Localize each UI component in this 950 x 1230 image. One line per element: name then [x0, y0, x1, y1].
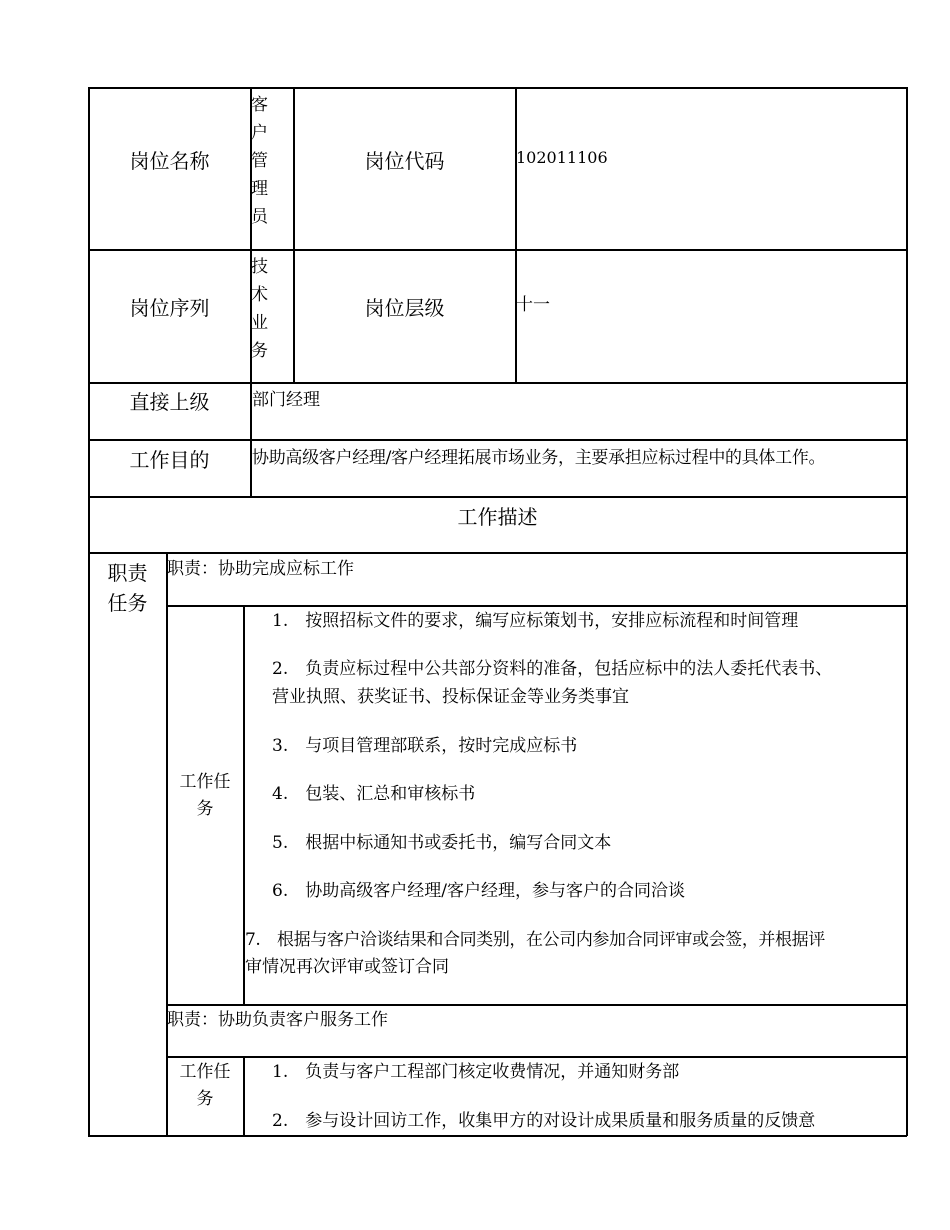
list-item: 1. 负责与客户工程部门核定收费情况，并通知财务部 [272, 1062, 680, 1082]
purpose-value: 协助高级客户经理/客户经理拓展市场业务，主要承担应标过程中的具体工作。 [252, 448, 826, 468]
description-heading: 工作描述 [457, 505, 538, 529]
post-series-value: 技术业务 [251, 257, 268, 361]
task-label-line: 务 [196, 1089, 214, 1109]
list-item: 3. 与项目管理部联系，按时完成应标书 [272, 736, 578, 756]
grid-line [88, 1135, 907, 1137]
grid-line [515, 87, 517, 383]
post-level-label: 岗位层级 [364, 296, 445, 320]
grid-line [243, 1056, 245, 1136]
grid-line [88, 382, 907, 384]
duty-side-label-1: 职责 [107, 561, 148, 585]
post-code-value: 102011106 [516, 148, 608, 167]
duty-title: 职责：协助完成应标工作 [167, 559, 354, 579]
list-item: 5. 根据中标通知书或委托书，编写合同文本 [272, 833, 612, 853]
list-item: 2. 负责应标过程中公共部分资料的准备，包括应标中的法人委托代表书、 [272, 659, 833, 679]
list-item: 6. 协助高级客户经理/客户经理，参与客户的合同洽谈 [272, 881, 685, 901]
task-label-line: 工作任 [179, 772, 231, 792]
list-item: 4. 包装、汇总和审核标书 [272, 784, 476, 804]
list-item: 营业执照、获奖证书、投标保证金等业务类事宜 [272, 687, 629, 707]
grid-line [88, 439, 907, 441]
grid-line [88, 249, 907, 251]
grid-line [88, 552, 907, 554]
grid-line [166, 552, 168, 1136]
list-item: 2. 参与设计回访工作，收集甲方的对设计成果质量和服务质量的反馈意 [272, 1111, 816, 1131]
list-item: 1. 按照招标文件的要求，编写应标策划书，安排应标流程和时间管理 [272, 611, 799, 631]
list-item: 7. 根据与客户洽谈结果和合同类别，在公司内参加合同评审或会签，并根据评 [245, 930, 825, 950]
purpose-label: 工作目的 [129, 448, 210, 472]
post-name-value: 客户管理员 [251, 95, 268, 227]
supervisor-label: 直接上级 [129, 390, 210, 414]
supervisor-value: 部门经理 [252, 390, 320, 410]
grid-line [293, 87, 295, 383]
post-name-label: 岗位名称 [129, 149, 210, 173]
grid-line [88, 87, 907, 89]
task-label-line: 工作任 [179, 1062, 231, 1082]
duty-side-label-2: 任务 [107, 591, 148, 615]
post-level-value: 十一 [516, 295, 550, 315]
post-series-label: 岗位序列 [129, 296, 210, 320]
grid-line [906, 87, 908, 1136]
post-code-label: 岗位代码 [364, 149, 445, 173]
list-item: 审情况再次评审或签订合同 [245, 957, 449, 977]
duty-title: 职责：协助负责客户服务工作 [167, 1010, 388, 1030]
task-label-line: 务 [196, 799, 214, 819]
grid-line [88, 496, 907, 498]
